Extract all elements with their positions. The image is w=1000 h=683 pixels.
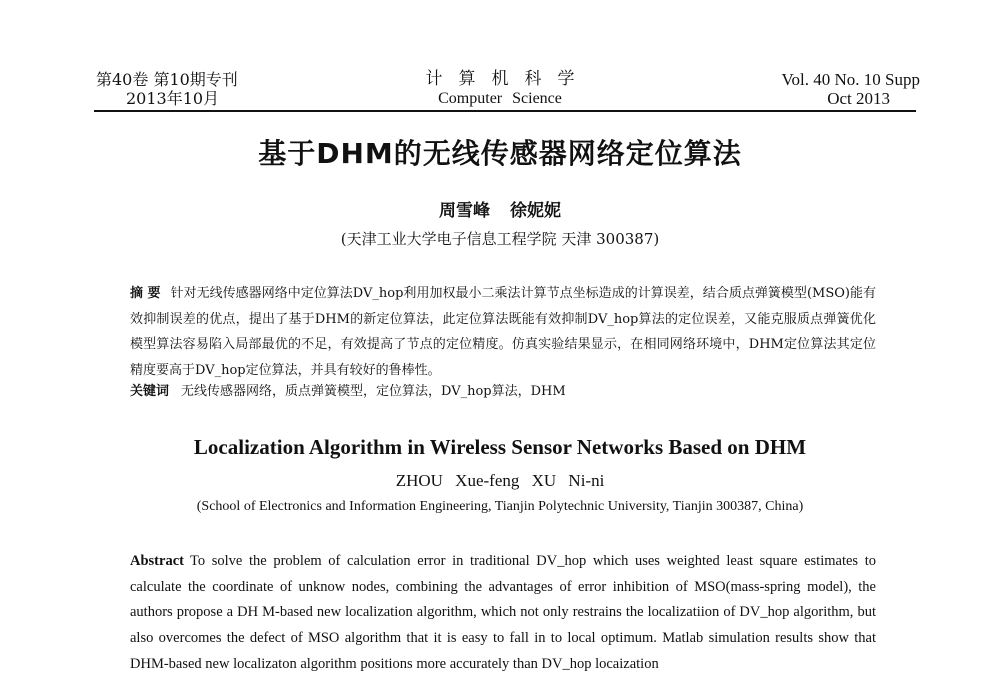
authors-cn: 周雪峰 徐妮妮 bbox=[439, 201, 561, 221]
keywords-cn bbox=[130, 381, 876, 403]
abstract-cn-label: 摘 要 bbox=[130, 286, 161, 301]
abstract-en-text: To solve the problem of calculation error in traditional DV_hop which uses weighted least square estimates to calculate the coordinate of unknow nodes, combining the advantages of error inhibition of MSO(mass-spring model), the authors propose a DH M-based new localization algorithm, which not only restrains the localizatiion of DV_hop algorithm, but also overcomes the defect of MSO algorithm that it is easy to fall in to local optimum. Matlab simulation results show that DHM-based new localizaton algorithm positions more accurately than DV_hop locaization bbox=[130, 553, 876, 672]
affiliation-cn: (天津工业大学电子信息工程学院 天津 300387) bbox=[340, 230, 660, 248]
abstract-en-label: Abstract bbox=[130, 553, 184, 569]
issue-date-cn: 2013年10月 bbox=[126, 89, 220, 108]
header-rule bbox=[94, 110, 916, 112]
journal-name-cn: 计算机科学 bbox=[425, 69, 591, 89]
keywords-cn-text: 无线传感器网络，质点弹簧模型，定位算法，DV_hop算法，DHM bbox=[181, 384, 566, 399]
abstract-cn bbox=[130, 281, 876, 383]
journal-name-en: Computer Science bbox=[438, 90, 562, 107]
abstract-en bbox=[130, 549, 876, 678]
journal-volume-info-en bbox=[781, 70, 920, 108]
paper-title-cn: 基于DHM的无线传感器网络定位算法 bbox=[258, 137, 742, 170]
volume-issue: 第40卷 第10期专刊 bbox=[96, 70, 238, 89]
keywords-cn-label: 关键词 bbox=[130, 384, 170, 399]
paper-title-en: Localization Algorithm in Wireless Sensor Networks Based on DHM bbox=[193, 435, 807, 459]
affiliation-en: (School of Electronics and Information Engineering, Tianjin Polytechnic University, Tianjin 300387, China) bbox=[196, 499, 804, 514]
issue-date-en: Oct 2013 bbox=[827, 89, 890, 108]
volume-issue-en: Vol. 40 No. 10 Supp bbox=[781, 70, 920, 89]
authors-en: ZHOU Xue-feng XU Ni-ni bbox=[395, 471, 605, 490]
abstract-cn-text: 针对无线传感器网络中定位算法DV_hop利用加权最小二乘法计算节点坐标造成的计算误差，结合质点弹簧模型(MSO)能有效抑制误差的优点，提出了基于DHM的新定位算法，此定位算法既能有效抑制DV_hop算法的定位误差，又能克服质点弹簧优化模型算法容易陷入局部最优的不足，有效提高了节点的定位精度。仿真实验结果显示，在相同网络环境中，DHM定位算法其定位精度要高于DV_hop定位算法，并具有较好的鲁棒性。 bbox=[130, 286, 876, 378]
